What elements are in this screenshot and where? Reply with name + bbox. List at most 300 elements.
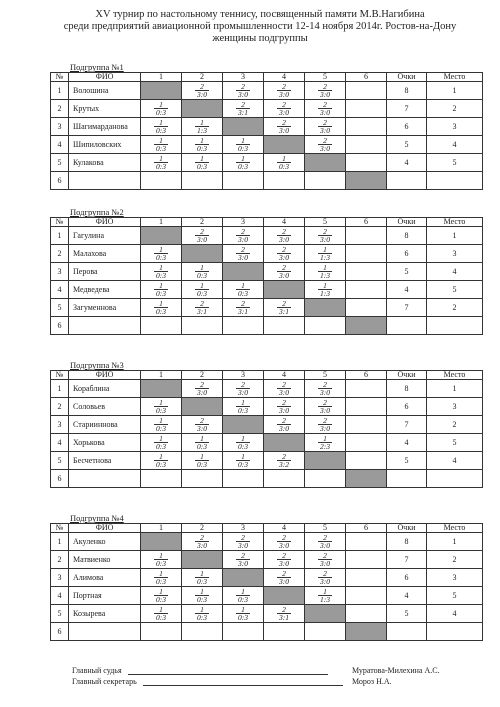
match-cell [346,245,387,263]
match-score [195,282,209,297]
match-set-score: 0:3 [156,441,166,451]
match-score [318,246,332,261]
match-score [318,399,332,414]
match-cell [264,227,305,245]
match-cell [264,317,305,335]
match-cell [182,172,223,190]
match-score [236,83,250,98]
match-points: 2 [282,550,286,560]
match-cell [223,263,264,281]
match-set-score: 1:3 [197,125,207,135]
match-set-score: 3:0 [320,89,330,99]
match-cell [305,533,346,551]
total-points: 4 [387,587,427,605]
match-score [236,435,250,450]
match-score [195,300,209,315]
match-cell [346,82,387,100]
final-place: 3 [427,569,483,587]
header-number: № [51,371,69,380]
match-set-score: 1:3 [320,270,330,280]
match-points: 2 [282,604,286,614]
match-cell [264,118,305,136]
match-cell [305,118,346,136]
match-points: 1 [159,262,163,272]
header-name: ФИО [69,218,141,227]
row-number: 4 [51,136,69,154]
title-line-1: XV турнир по настольному теннису, посвященный памяти М.В.Нагибина [95,9,425,20]
header-col-2: 2 [182,371,223,380]
table-row [51,605,483,623]
match-points: 1 [159,298,163,308]
match-score [195,453,209,468]
match-cell [305,398,346,416]
header-place: Место [427,73,483,82]
match-score [318,381,332,396]
match-points: 1 [323,433,327,443]
match-points: 2 [323,99,327,109]
match-score [277,83,291,98]
match-set-score: 3:0 [279,89,289,99]
match-points: 2 [241,244,245,254]
match-cell [264,281,305,299]
row-number: 5 [51,605,69,623]
match-cell [141,605,182,623]
match-cell [223,136,264,154]
document-title [40,9,480,45]
match-cell [141,82,182,100]
match-points: 2 [241,298,245,308]
match-score [277,119,291,134]
match-cell [264,623,305,641]
final-place [427,470,483,488]
match-score [195,417,209,432]
match-cell [182,136,223,154]
match-set-score: 0:3 [279,161,289,171]
total-points: 7 [387,100,427,118]
table-row [51,452,483,470]
match-set-score: 3:0 [320,423,330,433]
match-set-score: 3:0 [279,540,289,550]
match-score [195,119,209,134]
match-points: 2 [241,532,245,542]
match-score [318,101,332,116]
match-cell [305,551,346,569]
match-set-score: 0:3 [238,594,248,604]
match-cell [182,551,223,569]
match-set-score: 0:3 [156,594,166,604]
header-place: Место [427,371,483,380]
header-col-4: 4 [264,73,305,82]
player-name: Алимова [69,569,141,587]
match-points: 1 [241,604,245,614]
header-name: ФИО [69,371,141,380]
match-points: 2 [282,397,286,407]
match-cell [305,172,346,190]
match-set-score: 0:3 [156,405,166,415]
match-cell [182,100,223,118]
row-number: 2 [51,398,69,416]
match-points: 1 [200,135,204,145]
total-points: 6 [387,118,427,136]
total-points: 8 [387,82,427,100]
header-col-3: 3 [223,524,264,533]
chief-judge-name: Муратова-Милехина А.С. [352,666,440,675]
match-set-score: 3:0 [279,125,289,135]
final-place: 4 [427,605,483,623]
match-points: 1 [159,451,163,461]
match-points: 2 [200,81,204,91]
table-row [51,100,483,118]
match-cell [305,452,346,470]
header-points: Очки [387,73,427,82]
title-line-3: женщины подгруппы [212,33,308,44]
row-number: 3 [51,263,69,281]
signature-line [128,666,328,675]
match-set-score: 3:0 [279,405,289,415]
match-set-score: 0:3 [238,161,248,171]
match-points: 1 [241,397,245,407]
match-cell [141,452,182,470]
row-number: 4 [51,434,69,452]
match-points: 1 [159,280,163,290]
table-header-row [51,73,483,82]
player-name: Матвиенко [69,551,141,569]
match-score [277,417,291,432]
table-header-row [51,524,483,533]
match-points: 2 [200,379,204,389]
match-score [154,282,168,297]
match-set-score: 0:3 [156,306,166,316]
match-set-score: 3:0 [238,252,248,262]
match-points: 1 [323,586,327,596]
match-cell [223,118,264,136]
player-name: Малахова [69,245,141,263]
match-cell [305,281,346,299]
match-set-score: 0:3 [197,143,207,153]
table-row [51,533,483,551]
final-place: 5 [427,587,483,605]
match-set-score: 0:3 [238,143,248,153]
match-score [195,570,209,585]
total-points: 7 [387,299,427,317]
match-cell [223,434,264,452]
match-set-score: 3:0 [279,270,289,280]
player-name: Козырева [69,605,141,623]
player-name: Старииннова [69,416,141,434]
header-place: Место [427,218,483,227]
match-cell [346,227,387,245]
header-number: № [51,73,69,82]
row-number: 6 [51,172,69,190]
match-score [318,83,332,98]
match-cell [346,452,387,470]
row-number: 1 [51,82,69,100]
match-set-score: 3:0 [279,423,289,433]
header-number: № [51,524,69,533]
match-cell [182,263,223,281]
match-points: 2 [323,117,327,127]
match-cell [223,172,264,190]
match-points: 2 [282,262,286,272]
table-row [51,587,483,605]
match-cell [223,623,264,641]
match-cell [264,100,305,118]
match-points: 1 [159,433,163,443]
match-cell [264,154,305,172]
match-score [277,228,291,243]
header-col-6: 6 [346,371,387,380]
match-cell [305,227,346,245]
match-set-score: 0:3 [156,125,166,135]
match-cell [346,398,387,416]
match-score [318,588,332,603]
match-score [236,246,250,261]
match-cell [305,470,346,488]
match-cell [141,398,182,416]
match-cell [264,82,305,100]
match-points: 1 [159,99,163,109]
match-cell [264,263,305,281]
match-points: 2 [323,81,327,91]
match-set-score: 2:3 [320,441,330,451]
final-place: 2 [427,100,483,118]
final-place: 4 [427,136,483,154]
match-points: 1 [241,280,245,290]
table-row [51,623,483,641]
match-points: 2 [200,298,204,308]
match-cell [182,470,223,488]
match-set-score: 3:0 [238,234,248,244]
row-number: 5 [51,299,69,317]
header-name: ФИО [69,524,141,533]
player-name: Портная [69,587,141,605]
match-cell [182,82,223,100]
match-points: 2 [282,298,286,308]
match-set-score: 3:0 [238,387,248,397]
subgroup-label: Подгруппа №3 [70,360,124,370]
chief-secretary-label: Главный секретарь [72,677,137,686]
match-points: 1 [159,244,163,254]
match-cell [223,154,264,172]
match-set-score: 3:0 [197,423,207,433]
match-score [236,137,250,152]
row-number: 4 [51,587,69,605]
match-score [277,101,291,116]
match-score [277,534,291,549]
match-cell [223,82,264,100]
match-set-score: 0:3 [156,423,166,433]
match-points: 1 [200,604,204,614]
match-cell [346,470,387,488]
match-points: 2 [282,117,286,127]
match-set-score: 3:0 [197,89,207,99]
total-points: 4 [387,434,427,452]
match-cell [346,416,387,434]
match-points: 1 [241,451,245,461]
match-score [236,606,250,621]
header-col-5: 5 [305,73,346,82]
match-cell [264,136,305,154]
header-col-4: 4 [264,218,305,227]
player-name: Загуменнова [69,299,141,317]
match-cell [141,100,182,118]
match-points: 2 [200,415,204,425]
final-place: 1 [427,533,483,551]
row-number: 6 [51,470,69,488]
match-cell [346,569,387,587]
match-score [195,137,209,152]
match-cell [346,551,387,569]
chief-secretary-name: Мороз Н.А. [352,677,392,686]
match-cell [182,317,223,335]
table-row [51,154,483,172]
match-cell [346,380,387,398]
chief-secretary-line [72,677,343,686]
match-cell [305,587,346,605]
match-score [195,83,209,98]
match-cell [264,452,305,470]
total-points: 5 [387,605,427,623]
player-name [69,317,141,335]
match-score [236,588,250,603]
match-cell [305,416,346,434]
match-cell [305,380,346,398]
total-points: 8 [387,533,427,551]
match-score [154,588,168,603]
match-cell [223,227,264,245]
match-points: 1 [282,153,286,163]
match-set-score: 3:2 [279,459,289,469]
header-col-6: 6 [346,73,387,82]
match-cell [182,434,223,452]
final-place: 5 [427,281,483,299]
header-number: № [51,218,69,227]
match-set-score: 0:3 [238,288,248,298]
match-points: 2 [282,81,286,91]
match-points: 1 [241,153,245,163]
table-row [51,227,483,245]
total-points [387,623,427,641]
match-cell [182,587,223,605]
match-points: 2 [323,532,327,542]
match-cell [264,551,305,569]
header-place: Место [427,524,483,533]
match-set-score: 0:3 [197,441,207,451]
match-points: 1 [241,433,245,443]
player-name: Соловьев [69,398,141,416]
header-col-4: 4 [264,371,305,380]
header-col-1: 1 [141,371,182,380]
match-set-score: 3:0 [320,125,330,135]
match-points: 2 [323,226,327,236]
match-set-score: 3:0 [197,387,207,397]
match-set-score: 3:0 [320,143,330,153]
match-cell [141,136,182,154]
match-points: 1 [200,451,204,461]
match-points: 1 [159,135,163,145]
match-cell [305,263,346,281]
match-set-score: 0:3 [197,576,207,586]
match-points: 2 [200,226,204,236]
player-name: Кулакова [69,154,141,172]
match-score [236,552,250,567]
match-set-score: 3:0 [320,234,330,244]
signature-line [143,677,343,686]
match-cell [182,245,223,263]
match-set-score: 3:0 [320,405,330,415]
player-name: Гагулина [69,227,141,245]
player-name: Шипиловских [69,136,141,154]
table-row [51,569,483,587]
match-score [236,453,250,468]
match-points: 2 [282,451,286,461]
match-cell [141,416,182,434]
row-number: 3 [51,416,69,434]
match-cell [141,569,182,587]
final-place [427,317,483,335]
match-score [195,435,209,450]
match-cell [223,569,264,587]
match-set-score: 0:3 [238,441,248,451]
match-points: 2 [282,532,286,542]
match-score [154,300,168,315]
header-col-2: 2 [182,524,223,533]
header-col-2: 2 [182,218,223,227]
total-points: 7 [387,416,427,434]
match-cell [182,452,223,470]
match-set-score: 3:0 [279,576,289,586]
match-score [318,228,332,243]
table-row [51,551,483,569]
match-points: 1 [159,117,163,127]
match-cell [346,154,387,172]
match-points: 1 [200,153,204,163]
match-set-score: 3:0 [238,540,248,550]
match-score [318,552,332,567]
match-score [154,101,168,116]
player-name [69,470,141,488]
match-score [154,453,168,468]
match-cell [223,605,264,623]
match-cell [346,100,387,118]
row-number: 6 [51,317,69,335]
total-points [387,470,427,488]
subgroup-label: Подгруппа №4 [70,513,124,523]
match-set-score: 0:3 [156,459,166,469]
match-cell [223,100,264,118]
match-set-score: 3:0 [197,234,207,244]
match-points: 2 [323,379,327,389]
match-cell [346,263,387,281]
match-points: 2 [323,550,327,560]
match-cell [141,263,182,281]
player-name: Крутых [69,100,141,118]
match-score [195,534,209,549]
match-points: 2 [282,568,286,578]
results-table [50,523,483,641]
match-cell [182,623,223,641]
match-points: 2 [241,379,245,389]
final-place: 5 [427,434,483,452]
match-cell [346,172,387,190]
match-cell [141,118,182,136]
final-place: 3 [427,398,483,416]
match-cell [223,587,264,605]
match-score [277,300,291,315]
row-number: 2 [51,245,69,263]
match-cell [346,317,387,335]
player-name: Хорькова [69,434,141,452]
